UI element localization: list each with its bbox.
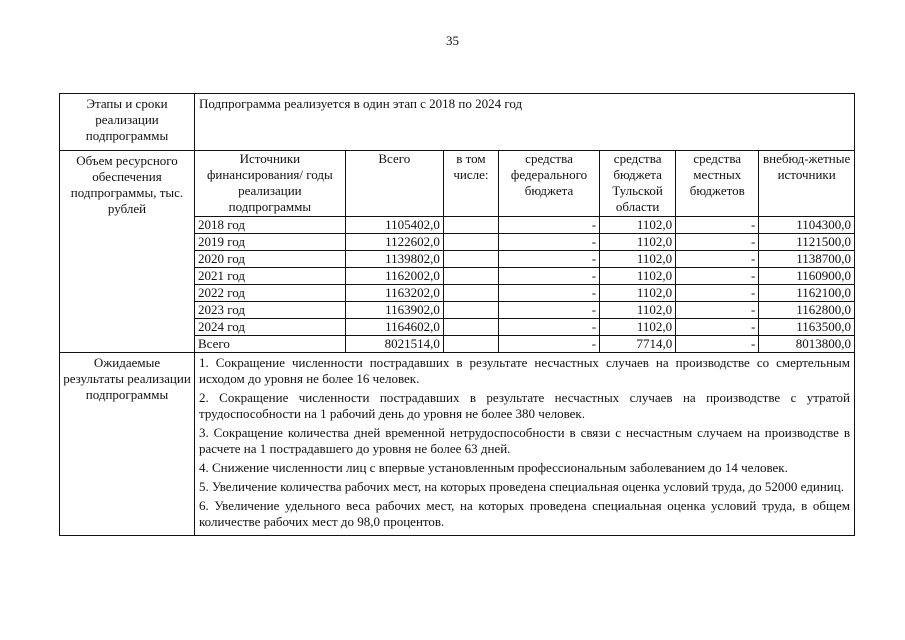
funding-row: [195, 302, 854, 319]
regional-cell: 1102,0: [600, 268, 676, 285]
regional-cell: 1102,0: [600, 217, 676, 234]
funding-header-row: [195, 151, 854, 217]
federal-cell: -: [498, 217, 599, 234]
result-item: 1. Сокращение численности пострадавших в результате несчастных случаев на производстве со смертельным исходом до уровня не более 16 человек.: [199, 355, 850, 386]
page-number: 35: [446, 33, 459, 48]
including-cell: [443, 234, 498, 251]
including-cell: [443, 319, 498, 336]
funding-row: [195, 234, 854, 251]
regional-cell: 1102,0: [600, 251, 676, 268]
federal-cell: -: [498, 251, 599, 268]
result-item: 2. Сокращение численности пострадавших в результате несчастных случаев на производстве с утратой трудоспособности на 1 рабочий день до уровня не более 380 человек.: [199, 390, 850, 421]
result-item: 3. Сокращение количества дней временной нетрудоспособности в связи с несчастным случаем на производстве в расчете на 1 пострадавшего до уровня не более 63 дней.: [199, 425, 850, 456]
extra-cell: 8013800,0: [759, 336, 854, 353]
federal-cell: -: [498, 285, 599, 302]
total-cell: 1163902,0: [345, 302, 443, 319]
local-cell: -: [676, 251, 759, 268]
funding-row: [195, 268, 854, 285]
header-extra: внебюд-жетные источники: [759, 151, 854, 217]
federal-cell: -: [498, 319, 599, 336]
local-cell: -: [676, 285, 759, 302]
total-cell: 1139802,0: [345, 251, 443, 268]
result-item: 5. Увеличение количества рабочих мест, на которых проведена специальная оценка условий труда, до 52000 единиц.: [199, 479, 844, 494]
local-cell: -: [676, 217, 759, 234]
extra-cell: 1162800,0: [759, 302, 854, 319]
result-item: 4. Снижение численности лиц с впервые установленным профессиональным заболеванием до 14 человек.: [199, 460, 788, 475]
including-cell: [443, 217, 498, 234]
regional-cell: 1102,0: [600, 319, 676, 336]
including-cell: [443, 268, 498, 285]
federal-cell: -: [498, 268, 599, 285]
federal-cell: -: [498, 234, 599, 251]
header-total: Всего: [345, 151, 443, 217]
extra-cell: 1121500,0: [759, 234, 854, 251]
stages-value: Подпрограмма реализуется в один этап с 2018 по 2024 год: [195, 94, 855, 151]
local-cell: -: [676, 268, 759, 285]
passport-table: [59, 93, 855, 536]
results-label: Ожидаемые результаты реализации подпрограммы: [60, 353, 195, 536]
extra-cell: 1104300,0: [759, 217, 854, 234]
total-cell: 1122602,0: [345, 234, 443, 251]
regional-cell: 1102,0: [600, 234, 676, 251]
year-cell: 2023 год: [195, 302, 345, 319]
total-cell: 1162002,0: [345, 268, 443, 285]
year-cell: 2024 год: [195, 319, 345, 336]
including-cell: [443, 302, 498, 319]
extra-cell: 1162100,0: [759, 285, 854, 302]
federal-cell: -: [498, 336, 599, 353]
funding-row: [195, 251, 854, 268]
year-cell: 2021 год: [195, 268, 345, 285]
year-cell: 2022 год: [195, 285, 345, 302]
header-federal: средства федерального бюджета: [498, 151, 599, 217]
year-cell: 2019 год: [195, 234, 345, 251]
year-cell: Всего: [195, 336, 345, 353]
stages-label: Этапы и сроки реализации подпрограммы: [60, 94, 195, 151]
including-cell: [443, 251, 498, 268]
funding-row: [195, 217, 854, 234]
header-sources: Источники финансирования/ годы реализации подпрограммы: [195, 151, 345, 217]
year-cell: 2018 год: [195, 217, 345, 234]
local-cell: -: [676, 234, 759, 251]
extra-cell: 1138700,0: [759, 251, 854, 268]
header-local: средства местных бюджетов: [676, 151, 759, 217]
extra-cell: 1163500,0: [759, 319, 854, 336]
resources-row: [60, 151, 855, 353]
header-regional: средства бюджета Тульской области: [600, 151, 676, 217]
including-cell: [443, 285, 498, 302]
federal-cell: -: [498, 302, 599, 319]
funding-table: [195, 151, 854, 352]
resources-label: Объем ресурсного обеспечения подпрограммы, тыс. рублей: [60, 151, 195, 353]
extra-cell: 1160900,0: [759, 268, 854, 285]
results-list: [195, 353, 855, 536]
total-cell: 1163202,0: [345, 285, 443, 302]
local-cell: -: [676, 319, 759, 336]
funding-row: [195, 336, 854, 353]
total-cell: 1164602,0: [345, 319, 443, 336]
local-cell: -: [676, 336, 759, 353]
regional-cell: 7714,0: [600, 336, 676, 353]
including-cell: [443, 336, 498, 353]
regional-cell: 1102,0: [600, 302, 676, 319]
total-cell: 8021514,0: [345, 336, 443, 353]
local-cell: -: [676, 302, 759, 319]
stages-row: [60, 94, 855, 151]
funding-row: [195, 319, 854, 336]
year-cell: 2020 год: [195, 251, 345, 268]
result-item: 6. Увеличение удельного веса рабочих мест, на которых проведена специальная оценка условий труда, в общем количестве рабочих мест до 98,0 процентов.: [199, 498, 850, 529]
total-cell: 1105402,0: [345, 217, 443, 234]
results-row: [60, 353, 855, 536]
header-including: в том числе:: [443, 151, 498, 217]
funding-row: [195, 285, 854, 302]
regional-cell: 1102,0: [600, 285, 676, 302]
